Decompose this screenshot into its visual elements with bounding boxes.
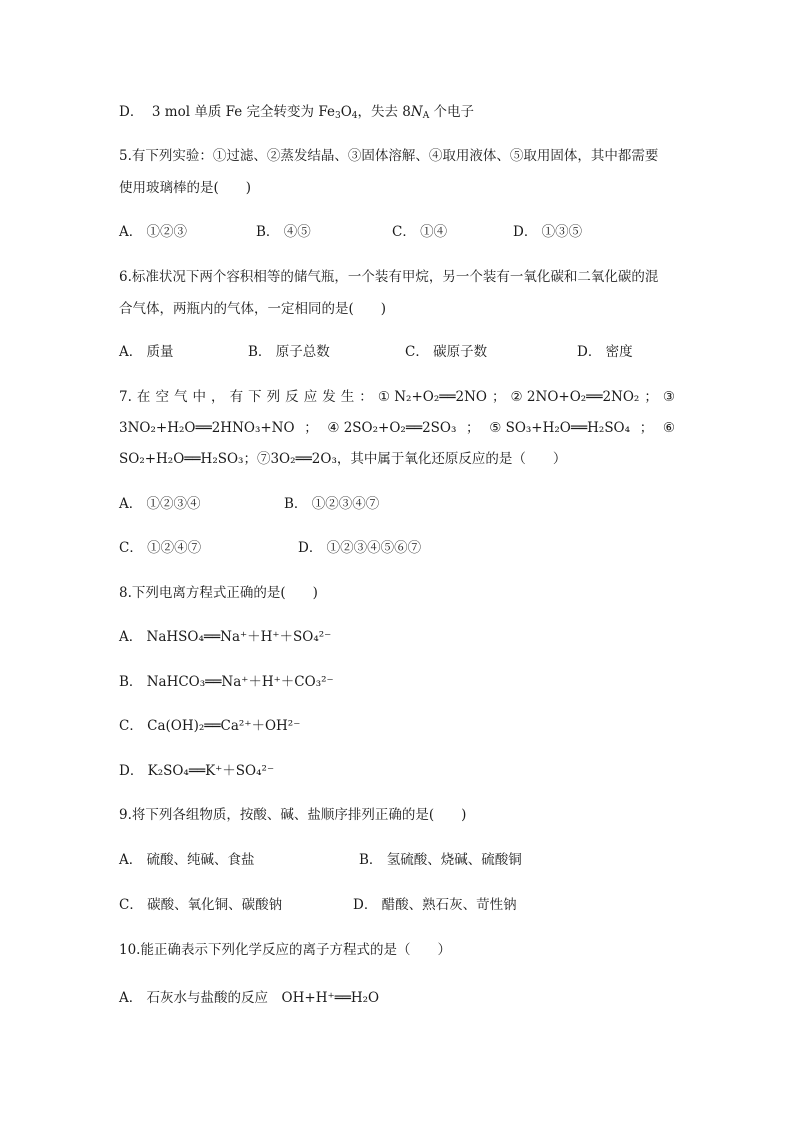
q7-stem-line1: 7. 在 空 气 中 ， 有 下 列 反 应 发 生 ： ① N₂+O₂══2NO ； ② 2NO+O₂══2NO₂ ； ③ [119,389,675,405]
q8-option-b: B． NaHCO₃══Na⁺＋H⁺＋CO₃²⁻ [119,674,334,690]
q-prev-option-d: D． 3 mol 单质 Fe 完全转变为 $Fe_3O_4$，失去 $8N_A$ 个电子 [119,104,474,121]
q7-option-b: B． ①②③④⑦ [284,496,380,512]
q10-option-a: A． 石灰水与盐酸的反应 OH+H⁺══H₂O [119,990,380,1006]
q9-option-b: B． 氢硫酸、烧碱、硫酸铜 [359,852,522,868]
q5-option-b: B． ④⑤ [256,224,311,240]
q9-stem: 9.将下列各组物质，按酸、碱、盐顺序排列正确的是( ) [119,807,467,823]
q7-stem-line2: 3NO₂+H₂O══2HNO₃+NO ； ④ 2SO₂+O₂══2SO₃ ； ⑤ SO₃+H₂O══H₂SO₄ ； ⑥ [119,420,675,436]
q5-stem-line2: 使用玻璃棒的是( ) [119,180,252,196]
q9-option-a: A． 硫酸、纯碱、食盐 [119,852,255,868]
q5-option-d: D． ①③⑤ [513,224,583,240]
q5-option-a: A． ①②③ [119,224,188,240]
q8-option-c: C． Ca(OH)₂══Ca²⁺＋OH²⁻ [119,718,301,734]
q9-option-d: D． 醋酸、熟石灰、苛性钠 [353,897,517,913]
q7-option-d: D． ①②③④⑤⑥⑦ [298,540,422,556]
q6-option-b: B． 原子总数 [248,344,330,360]
q6-stem-line1: 6.标准状况下两个容积相等的储气瓶，一个装有甲烷，另一个装有一氧化碳和二氧化碳的混 [119,269,659,285]
q7-option-a: A． ①②③④ [119,496,201,512]
q10-stem: 10.能正确表示下列化学反应的离子方程式的是（ ） [119,942,451,958]
q6-option-c: C． 碳原子数 [405,344,488,360]
q6-option-d: D． 密度 [577,344,633,360]
q8-stem: 8.下列电离方程式正确的是( ) [119,585,318,601]
q8-option-d: D． K₂SO₄══K⁺＋SO₄²⁻ [119,763,275,779]
q6-stem-line2: 合气体，两瓶内的气体，一定相同的是( ) [119,301,387,317]
q6-option-a: A． 质量 [119,344,174,360]
q7-stem-line3: SO₂+H₂O══H₂SO₃；⑦3O₂══2O₃，其中属于氧化还原反应的是（ ） [119,451,567,467]
q8-option-a: A． NaHSO₄══Na⁺＋H⁺＋SO₄²⁻ [119,629,332,645]
q5-option-c: C． ①④ [392,224,448,240]
q7-option-c: C． ①②④⑦ [119,540,202,556]
q9-option-c: C． 碳酸、氧化铜、碳酸钠 [119,897,283,913]
q5-stem-line1: 5.有下列实验：①过滤、②蒸发结晶、③固体溶解、④取用液体、⑤取用固体，其中都需要 [119,148,659,164]
